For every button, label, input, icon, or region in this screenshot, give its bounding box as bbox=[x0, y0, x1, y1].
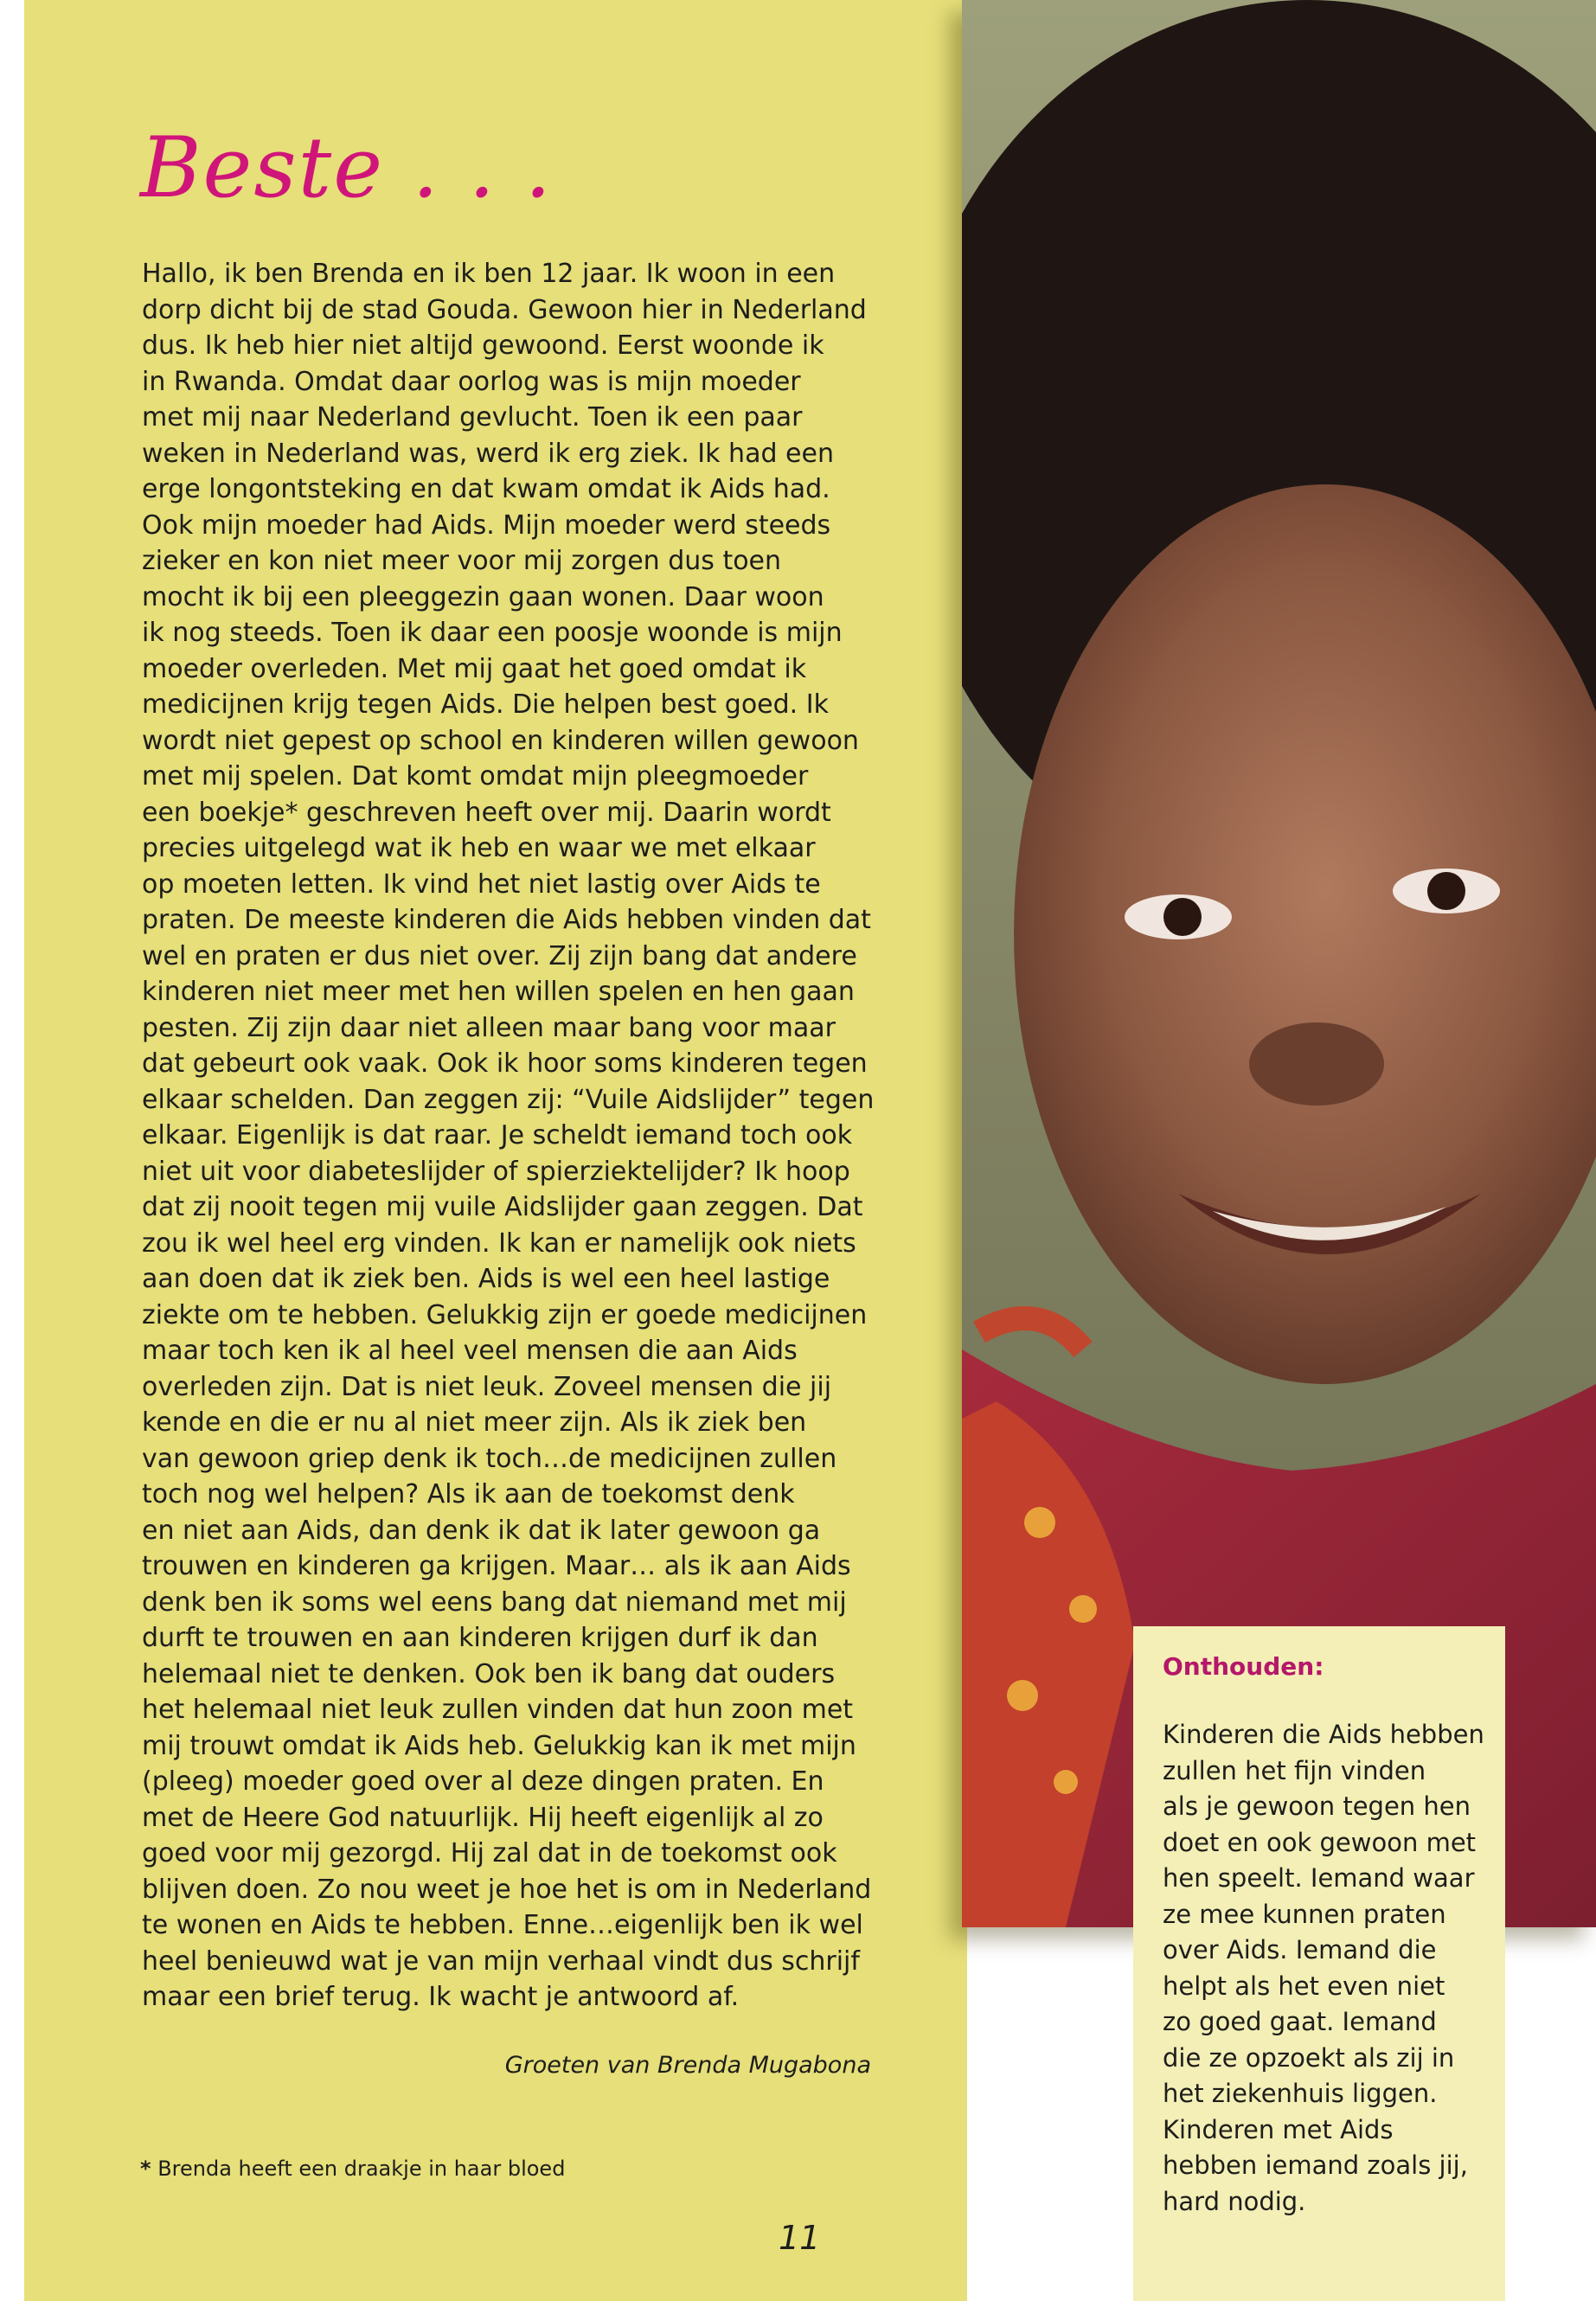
callout-line: het ziekenhuis liggen. bbox=[1163, 2079, 1438, 2108]
letter-line: durft te trouwen en aan kinderen krijgen durf ik dan bbox=[142, 1623, 818, 1653]
letter-line: ziekte om te hebben. Gelukkig zijn er goede medicijnen bbox=[142, 1299, 868, 1330]
letter-line: zou ik wel heel erg vinden. Ik kan er namelijk ook niets bbox=[142, 1227, 856, 1259]
letter-line: praten. De meeste kinderen die Aids hebben vinden dat bbox=[142, 905, 871, 935]
page-title: Beste . . . bbox=[140, 119, 554, 216]
letter-line: dat zij nooit tegen mij vuile Aidslijder gaan zeggen. Dat bbox=[142, 1192, 863, 1222]
letter-line: mij trouwt omdat ik Aids heb. Gelukkig kan ik met mijn bbox=[142, 1730, 856, 1761]
page-number: 11 bbox=[779, 2219, 821, 2257]
letter-line: precies uitgelegd wat ik heb en waar we met elkaar bbox=[142, 833, 816, 863]
letter-line: kinderen niet meer met hen willen spelen en hen gaan bbox=[142, 977, 855, 1007]
signature: Groeten van Brenda Mugabona bbox=[504, 2052, 871, 2079]
letter-line: niet uit voor diabeteslijder of spierziektelijder? Ik hoop bbox=[142, 1156, 850, 1187]
letter-line: maar een brief terug. Ik wacht je antwoord af. bbox=[142, 1982, 740, 2012]
callout-line: doet en ook gewoon met bbox=[1163, 1827, 1477, 1857]
callout-line: zo goed gaat. Iemand bbox=[1163, 2007, 1437, 2036]
letter-line: met mij spelen. Dat komt omdat mijn pleegmoeder bbox=[142, 761, 809, 792]
letter-line: helemaal niet te denken. Ook ben ik bang dat ouders bbox=[142, 1658, 836, 1689]
letter-line: overleden zijn. Dat is niet leuk. Zoveel mensen die jij bbox=[142, 1371, 832, 1402]
letter-line: wel en praten er dus niet over. Zij zijn bang dat andere bbox=[142, 940, 857, 971]
callout-line: zullen het fijn vinden bbox=[1163, 1755, 1426, 1785]
letter-line: zieker en kon niet meer voor mij zorgen dus toen bbox=[142, 546, 782, 576]
callout-line: over Aids. Iemand die bbox=[1163, 1935, 1437, 1965]
letter-line: dus. Ik heb hier niet altijd gewoond. Eerst woonde ik bbox=[142, 330, 824, 361]
letter-line: ik nog steeds. Toen ik daar een poosje woonde is mijn bbox=[142, 618, 843, 648]
letter-line: trouwen en kinderen ga krijgen. Maar… als ik aan Aids bbox=[142, 1551, 851, 1581]
footnote bbox=[140, 2157, 565, 2181]
letter-line: in Rwanda. Omdat daar oorlog was is mijn moeder bbox=[142, 366, 801, 397]
callout-line: hebben iemand zoals jij, bbox=[1163, 2150, 1468, 2180]
letter-line: (pleeg) moeder goed over al deze dingen praten. En bbox=[142, 1766, 824, 1797]
letter-line: een boekje* geschreven heeft over mij. Daarin wordt bbox=[142, 797, 831, 828]
letter-line: moeder overleden. Met mij gaat het goed omdat ik bbox=[142, 653, 807, 684]
footnote-marker: * bbox=[140, 2157, 151, 2181]
letter-line: met mij naar Nederland gevlucht. Toen ik een paar bbox=[142, 402, 803, 433]
letter-line: goed voor mij gezorgd. Hij zal dat in de toekomst ook bbox=[142, 1838, 837, 1868]
letter-line: Hallo, ik ben Brenda en ik ben 12 jaar. Ik woon in een bbox=[142, 259, 836, 289]
letter-line: maar toch ken ik al heel veel mensen die aan Aids bbox=[142, 1336, 798, 1366]
letter-line: erge longontsteking en dat kwam omdat ik Aids had. bbox=[142, 474, 830, 504]
letter-line: Ook mijn moeder had Aids. Mijn moeder werd steeds bbox=[142, 510, 831, 541]
letter-line: te wonen en Aids te hebben. Enne…eigenlijk ben ik wel bbox=[142, 1910, 863, 1940]
letter-line: toch nog wel helpen? Als ik aan de toekomst denk bbox=[142, 1479, 795, 1509]
callout-heading: Onthouden: bbox=[1163, 1652, 1324, 1681]
callout-box bbox=[1133, 1626, 1505, 2301]
letter-line: elkaar schelden. Dan zeggen zij: “Vuile Aidslijder” tegen bbox=[142, 1084, 875, 1115]
letter-body bbox=[142, 256, 894, 2016]
letter-line: en niet aan Aids, dan denk ik dat ik later gewoon ga bbox=[142, 1515, 821, 1546]
letter-line: blijven doen. Zo nou weet je hoe het is om in Nederland bbox=[142, 1874, 872, 1905]
letter-line: kende en die er nu al niet meer zijn. Als ik ziek ben bbox=[142, 1407, 807, 1438]
letter-line: mocht ik bij een pleeggezin gaan wonen. Daar woon bbox=[142, 581, 824, 612]
callout-body bbox=[1163, 1717, 1484, 2220]
callout-line: Kinderen met Aids bbox=[1163, 2114, 1394, 2144]
callout-line: hen speelt. Iemand waar bbox=[1163, 1863, 1475, 1893]
callout-line: die ze opzoekt als zij in bbox=[1163, 2042, 1455, 2073]
letter-line: wordt niet gepest op school en kinderen willen gewoon bbox=[142, 725, 859, 756]
letter-line: dat gebeurt ook vaak. Ook ik hoor soms kinderen tegen bbox=[142, 1048, 868, 1079]
callout-line: hard nodig. bbox=[1163, 2186, 1306, 2216]
callout-line: helpt als het even niet bbox=[1163, 1971, 1445, 2001]
footnote-text: Brenda heeft een draakje in haar bloed bbox=[157, 2157, 566, 2181]
letter-line: dorp dicht bij de stad Gouda. Gewoon hier in Nederland bbox=[142, 294, 867, 325]
letter-line: elkaar. Eigenlijk is dat raar. Je scheldt iemand toch ook bbox=[142, 1120, 853, 1150]
letter-line: medicijnen krijg tegen Aids. Die helpen best goed. Ik bbox=[142, 689, 829, 720]
letter-line: met de Heere God natuurlijk. Hij heeft eigenlijk al zo bbox=[142, 1802, 824, 1833]
letter-line: het helemaal niet leuk zullen vinden dat hun zoon met bbox=[142, 1695, 854, 1725]
letter-line: op moeten letten. Ik vind het niet lastig over Aids te bbox=[142, 868, 821, 900]
letter-line: weken in Nederland was, werd ik erg ziek. Ik had een bbox=[142, 438, 834, 469]
callout-line: Kinderen die Aids hebben bbox=[1163, 1720, 1484, 1749]
letter-line: denk ben ik soms wel eens bang dat niemand met mij bbox=[142, 1586, 847, 1618]
callout-line: als je gewoon tegen hen bbox=[1163, 1791, 1471, 1821]
callout-line: ze mee kunnen praten bbox=[1163, 1899, 1446, 1929]
letter-line: pesten. Zij zijn daar niet alleen maar bang voor maar bbox=[142, 1012, 836, 1043]
letter-line: heel benieuwd wat je van mijn verhaal vindt dus schrijf bbox=[142, 1945, 860, 1977]
letter-line: aan doen dat ik ziek ben. Aids is wel een heel lastige bbox=[142, 1264, 830, 1294]
letter-line: van gewoon griep denk ik toch…de medicijnen zullen bbox=[142, 1443, 837, 1474]
